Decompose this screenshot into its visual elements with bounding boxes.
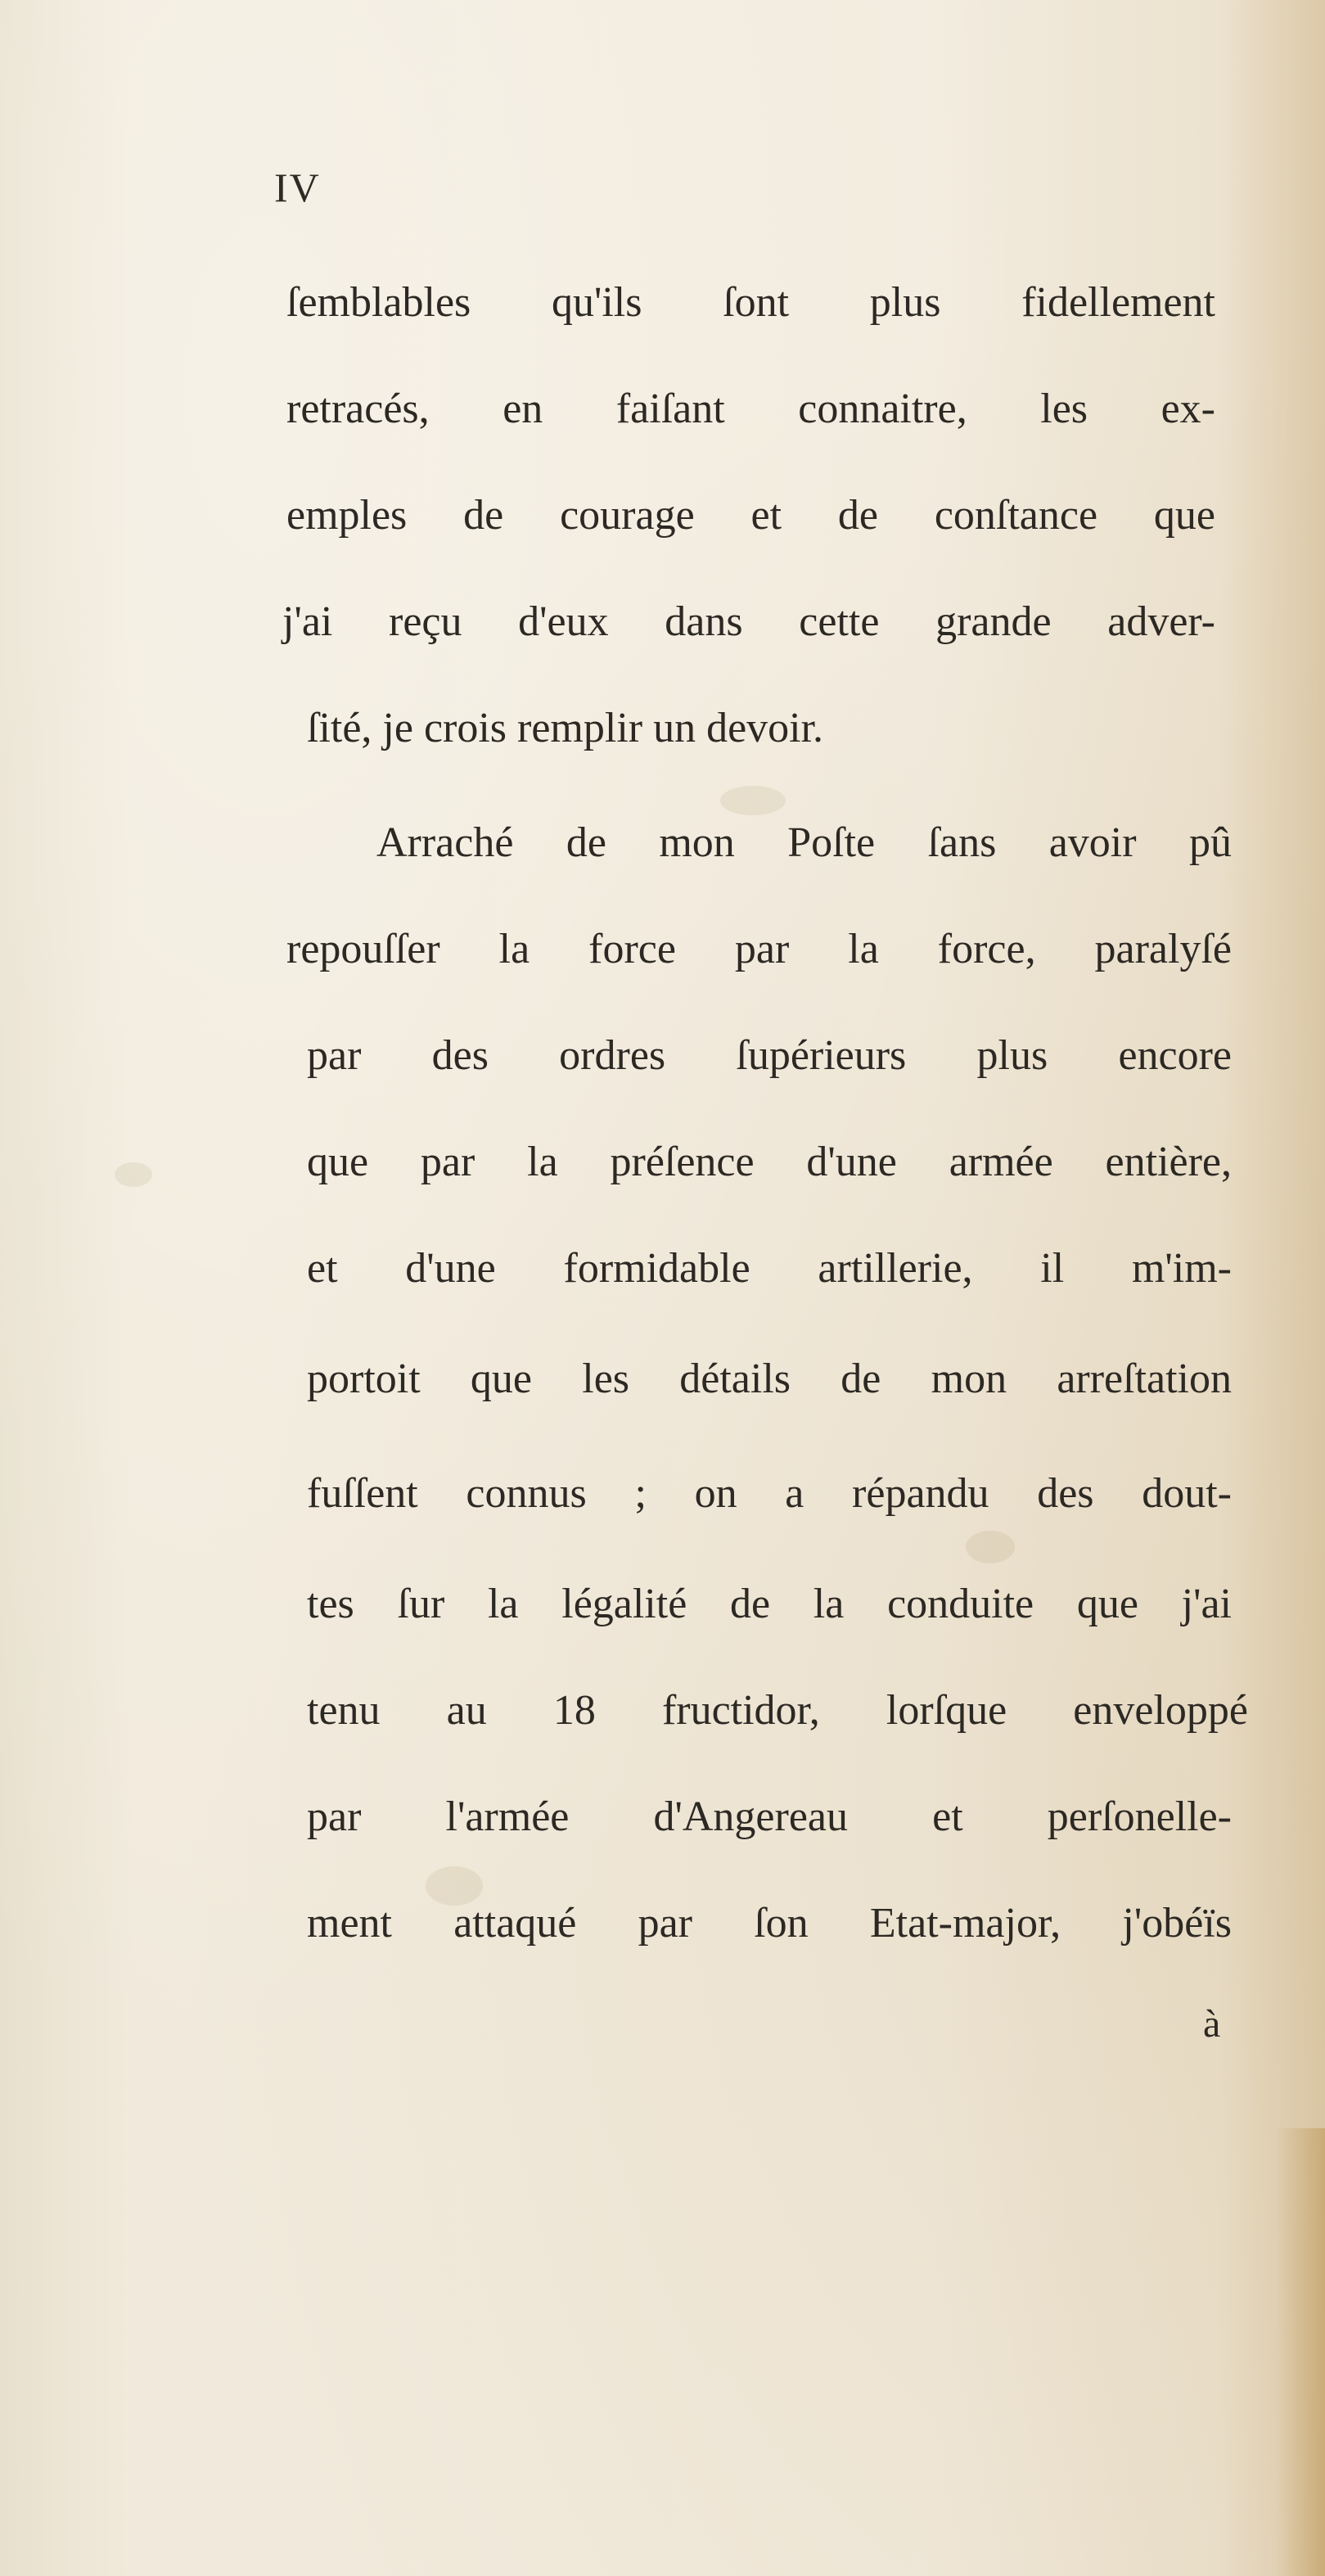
text-line: retracés, en faiſant connaitre, les ex-: [286, 386, 1215, 432]
foxing-spot: [115, 1162, 152, 1187]
text-line: et d'une formidable artillerie, il m'im-: [307, 1245, 1232, 1292]
text-line: que par la préſence d'une armée entière,: [307, 1139, 1232, 1185]
text-line: tes ſur la légalité de la conduite que j'ai: [307, 1581, 1232, 1627]
text-line: j'ai reçu d'eux dans cette grande adver-: [282, 598, 1215, 645]
text-line: par l'armée d'Angereau et perſonelle-: [307, 1793, 1232, 1840]
text-line: Arraché de mon Poſte ſans avoir pû: [376, 819, 1232, 866]
page-edge-stain: [1276, 2128, 1325, 2576]
text-line: fuſſent connus ; on a répandu des dout-: [307, 1470, 1232, 1517]
foxing-spot: [966, 1531, 1015, 1563]
text-line: repouſſer la force par la force, paralyſé: [286, 926, 1232, 972]
text-line: par des ordres ſupérieurs plus encore: [307, 1032, 1232, 1079]
text-line: tenu au 18 fructidor, lorſque enveloppé: [307, 1687, 1248, 1734]
page-number: IV: [274, 165, 321, 210]
text-line: ſemblables qu'ils ſont plus fidellement: [286, 279, 1215, 326]
text-line: ſité, je crois remplir un devoir.: [307, 705, 824, 751]
text-line: ment attaqué par ſon Etat-major, j'obéïs: [307, 1900, 1232, 1947]
foxing-spot: [720, 786, 786, 815]
text-line: portoit que les détails de mon arreſtation: [307, 1356, 1232, 1402]
catchword: à: [1203, 2002, 1221, 2046]
text-line: emples de courage et de conſtance que: [286, 492, 1215, 539]
